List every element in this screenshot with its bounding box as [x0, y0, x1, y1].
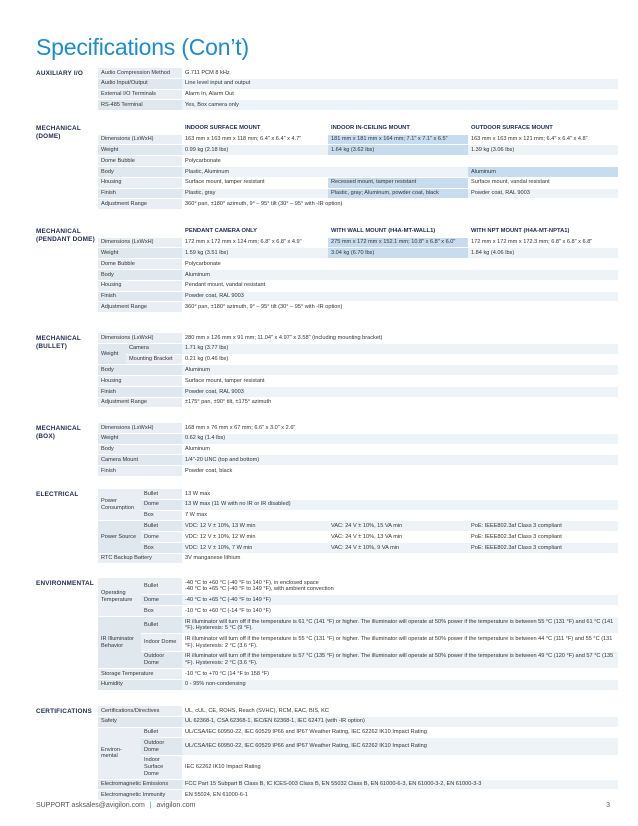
spec-value: 1.64 kg (3.62 lbs) [328, 145, 468, 156]
spec-value: 275 mm x 172 mm x 152.1 mm; 10.8" x 6.8" x 6.0" [328, 237, 468, 248]
table-row [98, 716, 618, 727]
spec-key: Adjustment Range [98, 302, 182, 313]
spec-subkey: Camera [126, 343, 182, 354]
spec-key: Finish [98, 386, 182, 397]
table-row [98, 134, 618, 145]
support-email-link[interactable]: asksales@avigilon.com [71, 802, 145, 809]
spec-value: 3V manganese lithium [182, 553, 618, 564]
spec-value: Powder coat, RAL 9003 [468, 188, 618, 199]
table-row [98, 343, 618, 354]
spec-value: 1.71 kg (3.77 lbs) [182, 343, 618, 354]
table-row [98, 78, 618, 89]
spec-value: -40 °C to +65 °C (-40 °F to 149 °F) [182, 595, 618, 606]
table-row [98, 651, 618, 668]
section-label: MECHANICAL (PENDANT DOME) [36, 228, 95, 243]
column-header: INDOOR SURFACE MOUNT [182, 123, 328, 134]
spec-value: VAC: 24 V ± 10%, 13 VA min [328, 532, 468, 543]
spec-value: UL/CSA/IEC 60950-22, IEC 60529 IP66 and IP67 Weather Rating, IEC 62262 IK10 Impact Rating [182, 738, 618, 755]
spec-key: Weight [98, 433, 182, 444]
spec-subkey: Box [141, 542, 182, 553]
spec-value: Recessed mount, tamper resistant [328, 177, 468, 188]
spec-key: Dome Bubble [98, 156, 182, 167]
spec-key: Finish [98, 466, 182, 477]
spec-subkey: Bullet [141, 727, 182, 738]
spec-key: Safety [98, 716, 182, 727]
spec-key: Body [98, 444, 182, 455]
spec-value: -10 °C to +70 °C (14 °F to 158 °F) [182, 669, 618, 680]
table-row [98, 521, 618, 532]
spec-key: Humidity [98, 679, 182, 690]
table-row [98, 706, 618, 716]
spec-table [98, 423, 618, 477]
spec-table [98, 706, 618, 801]
section-label: CERTIFICATIONS [36, 708, 92, 715]
column-header: WITH WALL MOUNT (H4A-MT-WALL1) [328, 226, 468, 237]
table-row [98, 595, 618, 606]
spec-key: Power Consumption [98, 489, 141, 521]
section-label: MECHANICAL (BULLET) [36, 335, 81, 350]
section-label: ELECTRICAL [36, 491, 79, 498]
spec-value: Surface mount, tamper resistant [182, 376, 618, 387]
table-row [98, 455, 618, 466]
table-row [98, 727, 618, 738]
table-header-row [98, 123, 618, 134]
spec-value: UL, cUL, CE, ROHS, Reach (SVHC), RCM, EAC, BIS, KC [182, 706, 618, 716]
spec-key: RTC Backup Battery [98, 553, 182, 564]
spec-key: Dimensions (LxWxH) [98, 134, 182, 145]
spec-value: 0.21 kg (0.46 lbs) [182, 354, 618, 365]
footer-separator: | [149, 802, 152, 809]
spec-value: Polycarbonate [182, 259, 618, 270]
column-header: INDOOR IN-CEILING MOUNT [328, 123, 468, 134]
spec-key: Body [98, 269, 182, 280]
spec-subkey: Bullet [141, 578, 182, 595]
spec-key: Body [98, 166, 182, 177]
spec-value: UL 62368-1, CSA 62368-1, IEC/EN 62368-1, IEC 62471 (with -IR option) [182, 716, 618, 727]
table-row [98, 489, 618, 499]
table-row [98, 100, 618, 111]
section-label: ENVIRONMENTAL [36, 580, 94, 587]
spec-value: Yes, Box camera only [182, 100, 618, 111]
spec-key: Weight [98, 145, 182, 156]
spec-value: 280 mm x 126 mm x 91 mm; 11.04" x 4.97" x 3.58" (including mounting bracket) [182, 333, 618, 343]
spec-subkey: Dome [141, 499, 182, 510]
spec-key: Electromagnetic Emissions [98, 779, 182, 790]
table-row [98, 333, 618, 343]
table-row [98, 376, 618, 387]
spec-value: Plastic, gray; Aluminum, powder coat, black [328, 188, 468, 199]
spec-value: 163 mm x 163 mm x 118 mm; 6.4" x 6.4" x 4.7" [182, 134, 328, 145]
spec-value: VDC: 12 V ± 10%, 13 W min [182, 521, 328, 532]
table-row [98, 188, 618, 199]
spec-value: 360° pan, ±180° azimuth, 9° – 95° tilt (30° – 95° with -IR option) [182, 199, 618, 210]
spec-key: Power Source [98, 521, 141, 553]
spec-value: IR illuminator will turn off if the temperature is 61 °C (141 °F) or higher. The illuminator will operate at 50% power if the temperature is between 55 °C (131 °F) and 61 °C (141 °F). Hysteresis: 5 °C (9 °F). [182, 616, 618, 633]
spec-key: Weight [98, 343, 126, 365]
spec-value: 1/4"-20 UNC (top and bottom) [182, 455, 618, 466]
spec-key: Camera Mount [98, 455, 182, 466]
spec-key: Finish [98, 188, 182, 199]
spec-key: Audio Compression Method [98, 68, 182, 78]
page-title: Specifications (Con’t) [36, 34, 249, 60]
spec-key: Storage Temperature [98, 669, 182, 680]
spec-key: Dimensions (LxWxH) [98, 237, 182, 248]
spec-value: Aluminum [182, 365, 618, 376]
spec-value: VDC: 12 V ± 10%, 7 W min [182, 542, 328, 553]
spec-value: Surface mount, tamper resistant [182, 177, 328, 188]
spec-value: Powder coat, RAL 9003 [182, 386, 618, 397]
spec-value: VAC: 24 V ± 10%, 9 VA min [328, 542, 468, 553]
spec-key: Certifications/Directives [98, 706, 182, 716]
spec-value: PoE: IEEE802.3af Class 3 compliant [468, 521, 618, 532]
spec-subkey: Bullet [141, 521, 182, 532]
spec-value: 172 mm x 172 mm x 172.3 mm; 6.8" x 6.8" x 6.8" [468, 237, 618, 248]
spec-value: IR illuminator will turn off if the temperature is 55 °C (131 °F) or higher. The illuminator will operate at 50% power if the temperature is between 44 °C (111 °F) and 55 °C (131 °F). Hysteresis: 2 °C (3.6 °F). [182, 634, 618, 651]
table-row [98, 444, 618, 455]
spec-key: Operating Temperature [98, 578, 141, 616]
spec-key: IR Illuminator Behavior [98, 616, 141, 668]
column-header: PENDANT CAMERA ONLY [182, 226, 328, 237]
spec-value: Aluminum [468, 166, 618, 177]
table-row [98, 779, 618, 790]
spec-value: 1.39 kg (3.06 lbs) [468, 145, 618, 156]
spec-key: Adjustment Range [98, 199, 182, 210]
table-row [98, 177, 618, 188]
table-row [98, 499, 618, 510]
spec-subkey: Box [141, 606, 182, 617]
table-row [98, 269, 618, 280]
spec-key: Electromagnetic Immunity [98, 790, 182, 801]
spec-subkey: Indoor Dome [141, 634, 182, 651]
spec-value: 181 mm x 181 mm x 164 mm; 7.1" x 7.1" x 6.5" [328, 134, 468, 145]
spec-value: 0.62 kg (1.4 lbs) [182, 433, 618, 444]
page-number: 3 [606, 802, 610, 809]
spec-value: Line level input and output [182, 78, 618, 89]
spec-table [98, 226, 618, 313]
table-row [98, 248, 618, 259]
spec-key: Adjustment Range [98, 397, 182, 408]
spec-value: Powder coat, black [182, 466, 618, 477]
table-row [98, 166, 618, 177]
spec-value: VDC: 12 V ± 10%, 12 W min [182, 532, 328, 543]
column-header: OUTDOOR SURFACE MOUNT [468, 123, 618, 134]
spec-value: UL/CSA/IEC 60950-22, IEC 60529 IP66 and IP67 Weather Rating, IEC 62262 IK10 Impact Rating [182, 727, 618, 738]
table-row [98, 738, 618, 755]
table-row [98, 68, 618, 78]
spec-value: FCC Part 15 Subpart B Class B, IC ICES-003 Class B, EN 55032 Class B, EN 61000-6-3, EN 61000-3-2, EN 61000-3-3 [182, 779, 618, 790]
spec-value: Aluminum [182, 269, 618, 280]
table-row [98, 354, 618, 365]
website-link[interactable]: avigilon.com [156, 802, 196, 809]
table-row [98, 259, 618, 270]
table-row [98, 532, 618, 543]
spec-value: 13 W max (11 W with no IR or IR disabled) [182, 499, 618, 510]
spec-key: Dome Bubble [98, 259, 182, 270]
spec-value: 0 - 95% non-condensing [182, 679, 618, 690]
spec-value: 0.99 kg (2.18 lbs) [182, 145, 328, 156]
spec-value: VAC: 24 V ± 10%, 15 VA min [328, 521, 468, 532]
spec-table [98, 123, 618, 210]
spec-value: Aluminum [182, 444, 618, 455]
spec-value: Plastic, gray [182, 188, 328, 199]
spec-subkey: Dome [141, 595, 182, 606]
spec-key: Environ-mental [98, 727, 141, 779]
spec-table [98, 489, 618, 564]
spec-key: Dimensions (LxWxH) [98, 333, 182, 343]
spec-value: G.711 PCM 8 kHz [182, 68, 618, 78]
section-label: MECHANICAL (BOX) [36, 425, 81, 440]
spec-value: Surface mount, vandal resistant [468, 177, 618, 188]
support-label: SUPPORT [36, 802, 70, 809]
column-header: WITH NPT MOUNT (H4A-MT-NPTA1) [468, 226, 618, 237]
spec-value: 1.84 kg (4.06 lbs) [468, 248, 618, 259]
table-row [98, 156, 618, 167]
table-row [98, 386, 618, 397]
table-row [98, 553, 618, 564]
spec-table [98, 68, 618, 111]
spec-subkey: Bullet [141, 616, 182, 633]
table-row [98, 510, 618, 521]
spec-key: Housing [98, 280, 182, 291]
table-row [98, 755, 618, 779]
spec-key: Finish [98, 291, 182, 302]
spec-value: -40 °C to +60 °C (-40 °F to 140 °F), in enclosed space -40 °C to +65 °C (-40 °F to 149 °F), with ambient convection [182, 578, 618, 595]
table-row [98, 606, 618, 617]
spec-key: RS-485 Terminal [98, 100, 182, 111]
table-row [98, 89, 618, 100]
spec-value: IEC 62262 IK10 Impact Rating [182, 755, 618, 779]
spec-table [98, 333, 618, 408]
spec-value: Pendant mount, vandal resistant [182, 280, 618, 291]
spec-key: Housing [98, 376, 182, 387]
section-label: AUXILIARY I/O [36, 70, 83, 77]
spec-value: 163 mm x 163 mm x 121 mm; 6.4" x 6.4" x 4.8" [468, 134, 618, 145]
table-row [98, 616, 618, 633]
spec-value: -10 °C to +60 °C (-14 °F to 140 °F) [182, 606, 618, 617]
table-row [98, 790, 618, 801]
table-row [98, 433, 618, 444]
spec-key: Audio Input/Output [98, 78, 182, 89]
spec-value: 13 W max [182, 489, 618, 499]
spec-subkey: Mounting Bracket [126, 354, 182, 365]
spec-value: 1.59 kg (3.51 lbs) [182, 248, 328, 259]
spec-value: 3.04 kg (6.70 lbs) [328, 248, 468, 259]
table-row [98, 237, 618, 248]
table-row [98, 423, 618, 433]
table-row [98, 634, 618, 651]
spec-value: PoE: IEEE802.3af Class 3 compliant [468, 532, 618, 543]
spec-value: IR illuminator will turn off if the temperature is 57 °C (135 °F) or higher. The illuminator will operate at 50% power if the temperature is between 49 °C (120 °F) and 57 °C (135 °F). Hysteresis: 2 °C (3.6 °F). [182, 651, 618, 668]
spec-value: 172 mm x 172 mm x 124 mm; 6.8" x 6.8" x 4.9" [182, 237, 328, 248]
footer [36, 802, 195, 809]
table-row [98, 669, 618, 680]
spec-key: Weight [98, 248, 182, 259]
table-row [98, 365, 618, 376]
table-row [98, 302, 618, 313]
table-row [98, 542, 618, 553]
table-row [98, 679, 618, 690]
table-row [98, 397, 618, 408]
spec-table [98, 578, 618, 691]
spec-key: External I/O Terminals [98, 89, 182, 100]
spec-key: Housing [98, 177, 182, 188]
spec-value: 360° pan, ±180° azimuth, 9° – 95° tilt (30° – 95° with -IR option) [182, 302, 618, 313]
section-label: MECHANICAL (DOME) [36, 125, 81, 140]
table-row [98, 466, 618, 477]
table-row [98, 199, 618, 210]
spec-subkey: Bullet [141, 489, 182, 499]
spec-key: Dimensions (LxWxH) [98, 423, 182, 433]
spec-subkey: Outdoor Dome [141, 651, 182, 668]
table-row [98, 280, 618, 291]
spec-subkey: Indoor Surface Dome [141, 755, 182, 779]
spec-value: Alarm In, Alarm Out [182, 89, 618, 100]
spec-value: 7 W max [182, 510, 618, 521]
spec-subkey: Outdoor Dome [141, 738, 182, 755]
spec-value: Plastic, Aluminum [182, 166, 468, 177]
spec-value: Polycarbonate [182, 156, 618, 167]
spec-value: Powder coat, RAL 9003 [182, 291, 618, 302]
spec-value: ±175° pan, ±90° tilt, ±175° azimuth [182, 397, 618, 408]
table-header-row [98, 226, 618, 237]
spec-value: EN 55024, EN 61000-6-1 [182, 790, 618, 801]
spec-value: 168 mm x 76 mm x 67 mm; 6.6" x 3.0" x 2.6" [182, 423, 618, 433]
table-row [98, 291, 618, 302]
spec-subkey: Dome [141, 532, 182, 543]
table-row [98, 578, 618, 595]
table-row [98, 145, 618, 156]
spec-subkey: Box [141, 510, 182, 521]
spec-value: PoE: IEEE802.3af Class 3 compliant [468, 542, 618, 553]
spec-key: Body [98, 365, 182, 376]
